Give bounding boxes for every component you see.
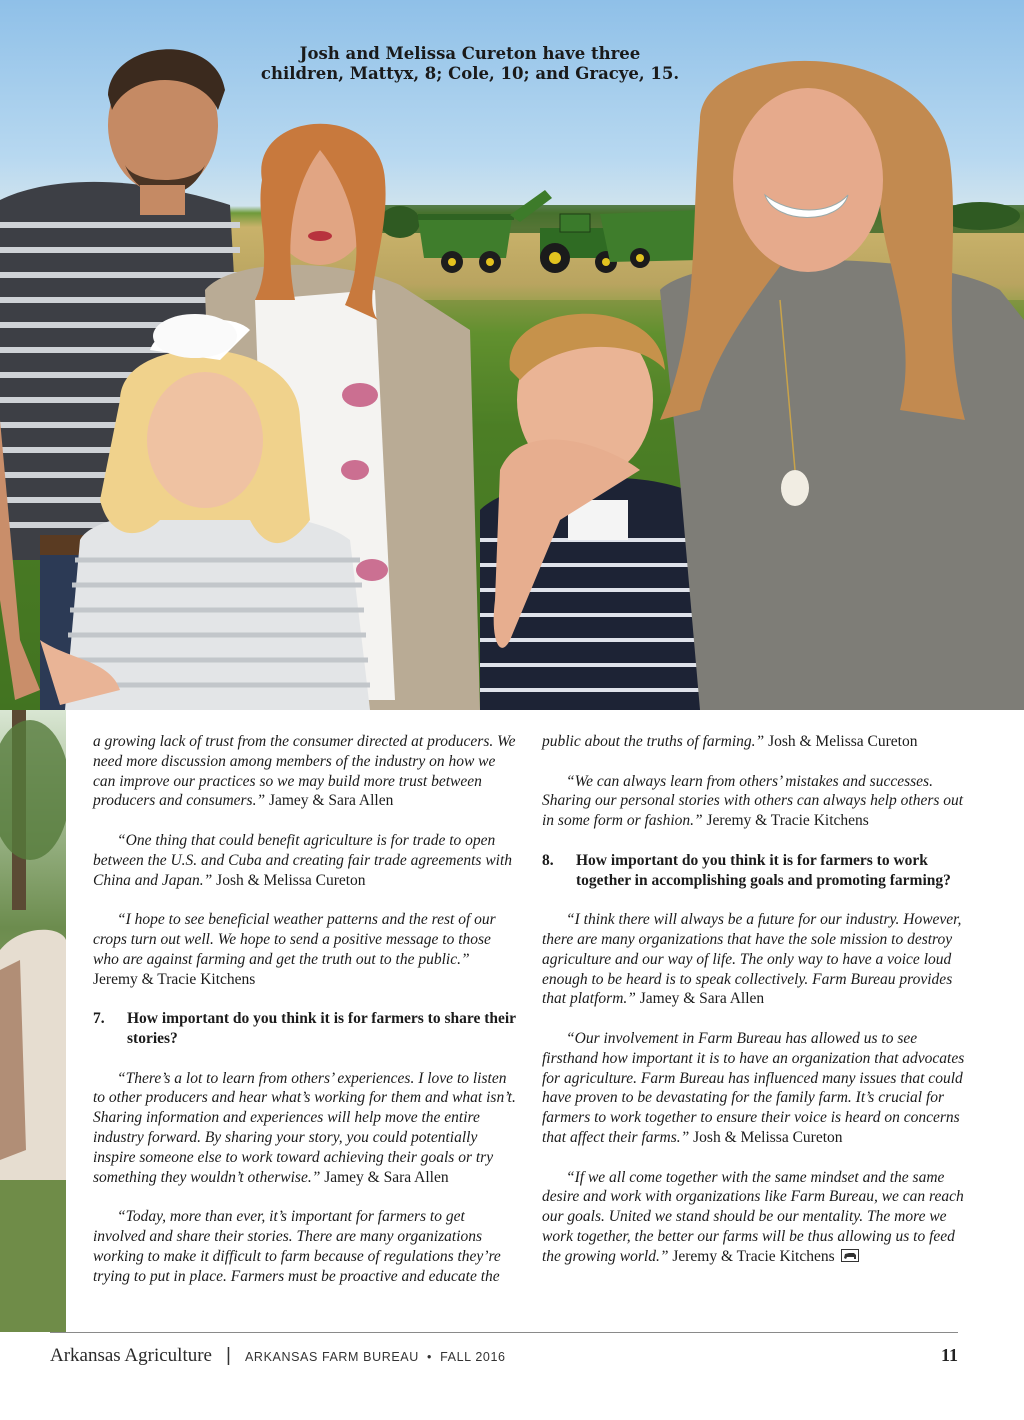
right-quote-2 <box>542 772 970 831</box>
footer-bullet: • <box>427 1350 432 1364</box>
right-quote-3 <box>542 910 970 1009</box>
side-photo-strip <box>0 710 66 1332</box>
question-8 <box>542 851 970 891</box>
quote-text: “We can always learn from others’ mistakes and successes. Sharing our personal stories with others can always help others out in some form or fashion.” <box>542 772 964 830</box>
quote-attribution: Jamey & Sara Allen <box>639 990 765 1008</box>
right-quote-4 <box>542 1029 970 1148</box>
quote-attribution: Josh & Melissa Cureton <box>216 871 366 889</box>
left-quote-5 <box>93 1207 517 1286</box>
magazine-title: Arkansas Agriculture <box>50 1345 212 1366</box>
quote-attribution: Josh & Melissa Cureton <box>693 1128 843 1146</box>
question-text: How important do you think it is for farmers to share their stories? <box>127 1010 516 1047</box>
quote-text: “Today, more than ever, it’s important for farmers to get involved and share their stories. There are many organizations working to make it difficult to farm because of regulations they’re trying to put in place. Farmers must be proactive and educate the <box>93 1208 501 1285</box>
issue-name: FALL 2016 <box>440 1350 506 1364</box>
question-number: 8. <box>542 851 554 869</box>
photo-caption-line-2: children, Mattyx, 8; Cole, 10; and Gracye, 15. <box>260 64 680 83</box>
question-text: How important do you think it is for farmers to work together in accomplishing goals and promoting farming? <box>576 851 951 889</box>
quote-text: “One thing that could benefit agriculture is for trade to open between the U.S. and Cuba and creating fair trade agreements with China and Japan.” <box>93 831 513 889</box>
left-quote-4 <box>93 1069 517 1188</box>
side-photo-illustration <box>0 710 66 1332</box>
question-7 <box>93 1009 517 1049</box>
quote-text: “Our involvement in Farm Bureau has allowed us to see firsthand how important it is to have an organization that advocates for agriculture. Farm Bureau has influenced many issues that could have proven to be devastating for the family farm. It’s crucial for farmers to work together to ensure their voice is heard on concerns that affect their farms.” <box>542 1029 965 1146</box>
right-quote-5 <box>542 1168 970 1267</box>
quote-text: “If we all come together with the same mindset and the same desire and work with organizations like Farm Bureau, we can reach our goals. United we stand should be our mentality. The more we work together, the better our farms will be thus allowing us to feed the growing world.” <box>542 1168 964 1265</box>
footer-separator: | <box>226 1345 231 1366</box>
quote-text: public about the truths of farming.” <box>542 733 765 750</box>
quote-attribution: Jeremy & Tracie Kitchens <box>93 970 256 988</box>
left-quote-2 <box>93 831 517 890</box>
quote-attribution: Jamey & Sara Allen <box>268 792 394 810</box>
left-quote-3 <box>93 910 517 989</box>
quote-attribution: Jeremy & Tracie Kitchens <box>672 1247 835 1265</box>
right-text-column <box>542 732 970 1286</box>
footer-publication <box>245 1350 506 1364</box>
quote-attribution: Jamey & Sara Allen <box>324 1168 449 1186</box>
quote-text: “There’s a lot to learn from others’ experiences. I love to listen to other producers and hear what’s working for them and what isn’t. Sharing information and experiences will help move the entire industry forward. By sharing your story, you could potentially inspire someone else to work toward achieving their goals or try something they wouldn’t otherwise.” <box>93 1069 516 1186</box>
left-quote-1 <box>93 732 517 811</box>
farm-equipment <box>418 190 700 273</box>
quote-attribution: Josh & Melissa Cureton <box>768 733 918 750</box>
left-text-column <box>93 732 517 1306</box>
photo-caption <box>250 44 690 84</box>
question-number: 7. <box>93 1010 105 1028</box>
quote-text: a growing lack of trust from the consumer directed at producers. We need more discussion among members of the industry on how we can improve our practices so we may build more trust between producers and consumers.” <box>93 733 516 810</box>
page-footer <box>50 1345 958 1369</box>
photo-caption-line-1: Josh and Melissa Cureton have three <box>299 44 641 63</box>
quote-text: “I think there will always be a future for our industry. However, there are many organizations that have the sole mission to destroy agriculture and our way of life. The only way to have a voice loud enough to be heard is to speak collectively. Farm Bureau provides that platform.” <box>542 911 962 1008</box>
cow-end-mark-icon <box>841 1249 859 1262</box>
page-number: 11 <box>940 1345 958 1365</box>
right-quote-1 <box>542 732 970 752</box>
quote-attribution: Jeremy & Tracie Kitchens <box>706 812 869 830</box>
organization-name: ARKANSAS FARM BUREAU <box>245 1350 419 1364</box>
footer-rule <box>50 1332 958 1333</box>
quote-text: “I hope to see beneficial weather patterns and the rest of our crops turn out well. We hope to send a positive message to those who are against farming and get the truth out to the public.” <box>93 911 496 968</box>
